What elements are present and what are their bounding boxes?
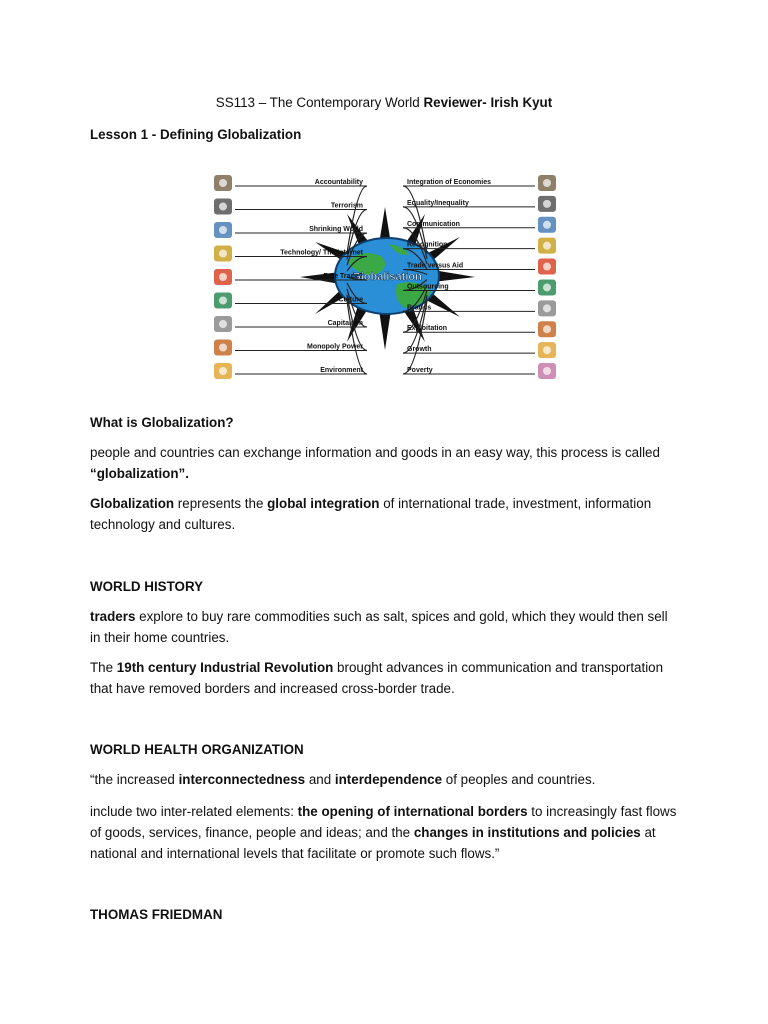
definition-term: “globalization”. [90, 466, 189, 481]
definition-text: people and countries can exchange information and goods in an easy way, this process is called [90, 445, 660, 460]
term-traders: traders [90, 609, 136, 624]
document-title [0, 95, 768, 110]
title-reviewer: Reviewer- Irish Kyut [423, 95, 553, 110]
mindmap-node-label: Brands [407, 304, 432, 312]
mindmap-node-label: Exploitation [407, 325, 448, 333]
text-peoples: of peoples and countries. [442, 772, 596, 787]
factory-icon [214, 340, 232, 356]
paragraph-two-elements [90, 801, 680, 864]
paragraph-global-integration [90, 493, 680, 535]
statue-of-liberty-icon [214, 175, 232, 191]
term-interconnectedness: interconnectedness [178, 772, 306, 787]
mindmap-node-label: Technology/ The Internet [280, 249, 363, 257]
mindmap-node-label: Growth [407, 346, 432, 354]
lesson-heading: Lesson 1 - Defining Globalization [90, 127, 302, 142]
text-increased: “the increased [90, 772, 179, 787]
circuit-board-icon [538, 279, 556, 295]
tiger-icon [538, 342, 556, 358]
building-icon [538, 259, 556, 275]
mindmap-node-label: Terrorism [330, 202, 363, 210]
scales-icon [538, 196, 556, 212]
mindmap-node-label: Capitalism [327, 320, 363, 327]
bowl-icon [538, 363, 556, 379]
text-flows: to increasingly fast flows of goods, services, finance, people and ideas; and the [90, 804, 677, 840]
term-industrial-revolution: 19th century Industrial Revolution [116, 660, 334, 675]
mindmap-node-label: Accountability [314, 179, 363, 186]
burger-icon [538, 238, 556, 254]
scroll-icon [214, 293, 232, 309]
mindmap-svg [175, 152, 595, 404]
text-the: The [90, 660, 117, 675]
skull-crossbones-icon [214, 199, 232, 215]
mindmap-center-label: Globalisation [352, 271, 422, 283]
mountain-icon [538, 321, 556, 337]
mindmap-node-label: Culture [338, 296, 363, 304]
section-heading-friedman: THOMAS FRIEDMAN [90, 907, 223, 922]
text-include: include two inter-related elements: [90, 804, 298, 819]
text-and: and [305, 772, 335, 787]
mindmap-node-label: Outsourcing [407, 283, 449, 291]
satellite-icon [214, 246, 232, 262]
globe-tree-icon [214, 363, 232, 379]
section-heading-what-is: What is Globalization? [90, 415, 234, 430]
text-revolution-rest: brought advances in communication and transportation that have removed borders and increased cross-border trade. [90, 660, 664, 696]
gamepad-icon [538, 300, 556, 316]
text-national: at national and international levels that facilitate or promote such flows.” [90, 825, 656, 861]
mindmap-node-label: Environment [320, 367, 363, 374]
term-interdependence: interdependence [334, 772, 443, 787]
mindmap-node-label: Monopoly Power [307, 343, 363, 351]
title-course: SS113 – The Contemporary World [215, 95, 424, 110]
mindmap-node-label: Integration of Economies [407, 179, 492, 186]
dollar-bill-icon [214, 316, 232, 332]
paragraph-interconnectedness [90, 769, 680, 790]
mindmap-node-label: Equality/Inequality [407, 199, 469, 207]
antenna-icon [538, 217, 556, 233]
crossed-tools-icon [538, 175, 556, 191]
mindmap-node-label: Shrinking World [309, 226, 363, 233]
text-traders: explore to buy rare commodities such as salt, spices and gold, which they would then sell in their home countries. [90, 609, 668, 645]
term-globalization: Globalization [90, 496, 175, 511]
computer-globe-icon [214, 222, 232, 238]
mindmap-node-label: Trade versus Aid [407, 262, 464, 270]
paragraph-industrial-revolution [90, 657, 680, 699]
mindmap-node-label: Communication [407, 220, 460, 228]
text-integration-rest: of international trade, investment, information technology and cultures. [90, 496, 652, 532]
mindmap-node-label: Recognition [407, 241, 448, 249]
term-institutions-policies: changes in institutions and policies [413, 825, 641, 840]
text-represents: represents the [174, 496, 268, 511]
globalisation-mindmap [175, 152, 595, 404]
term-global-integration: global integration [267, 496, 380, 511]
mindmap-node-label: Free Trade? [323, 273, 363, 280]
section-heading-world-history: WORLD HISTORY [90, 579, 204, 594]
money-hand-icon [214, 269, 232, 285]
term-opening-borders: the opening of international borders [297, 804, 528, 819]
section-heading-who: WORLD HEALTH ORGANIZATION [90, 742, 304, 757]
mindmap-node-label: Poverty [407, 367, 433, 374]
paragraph-traders [90, 606, 680, 648]
paragraph-definition [90, 442, 680, 484]
